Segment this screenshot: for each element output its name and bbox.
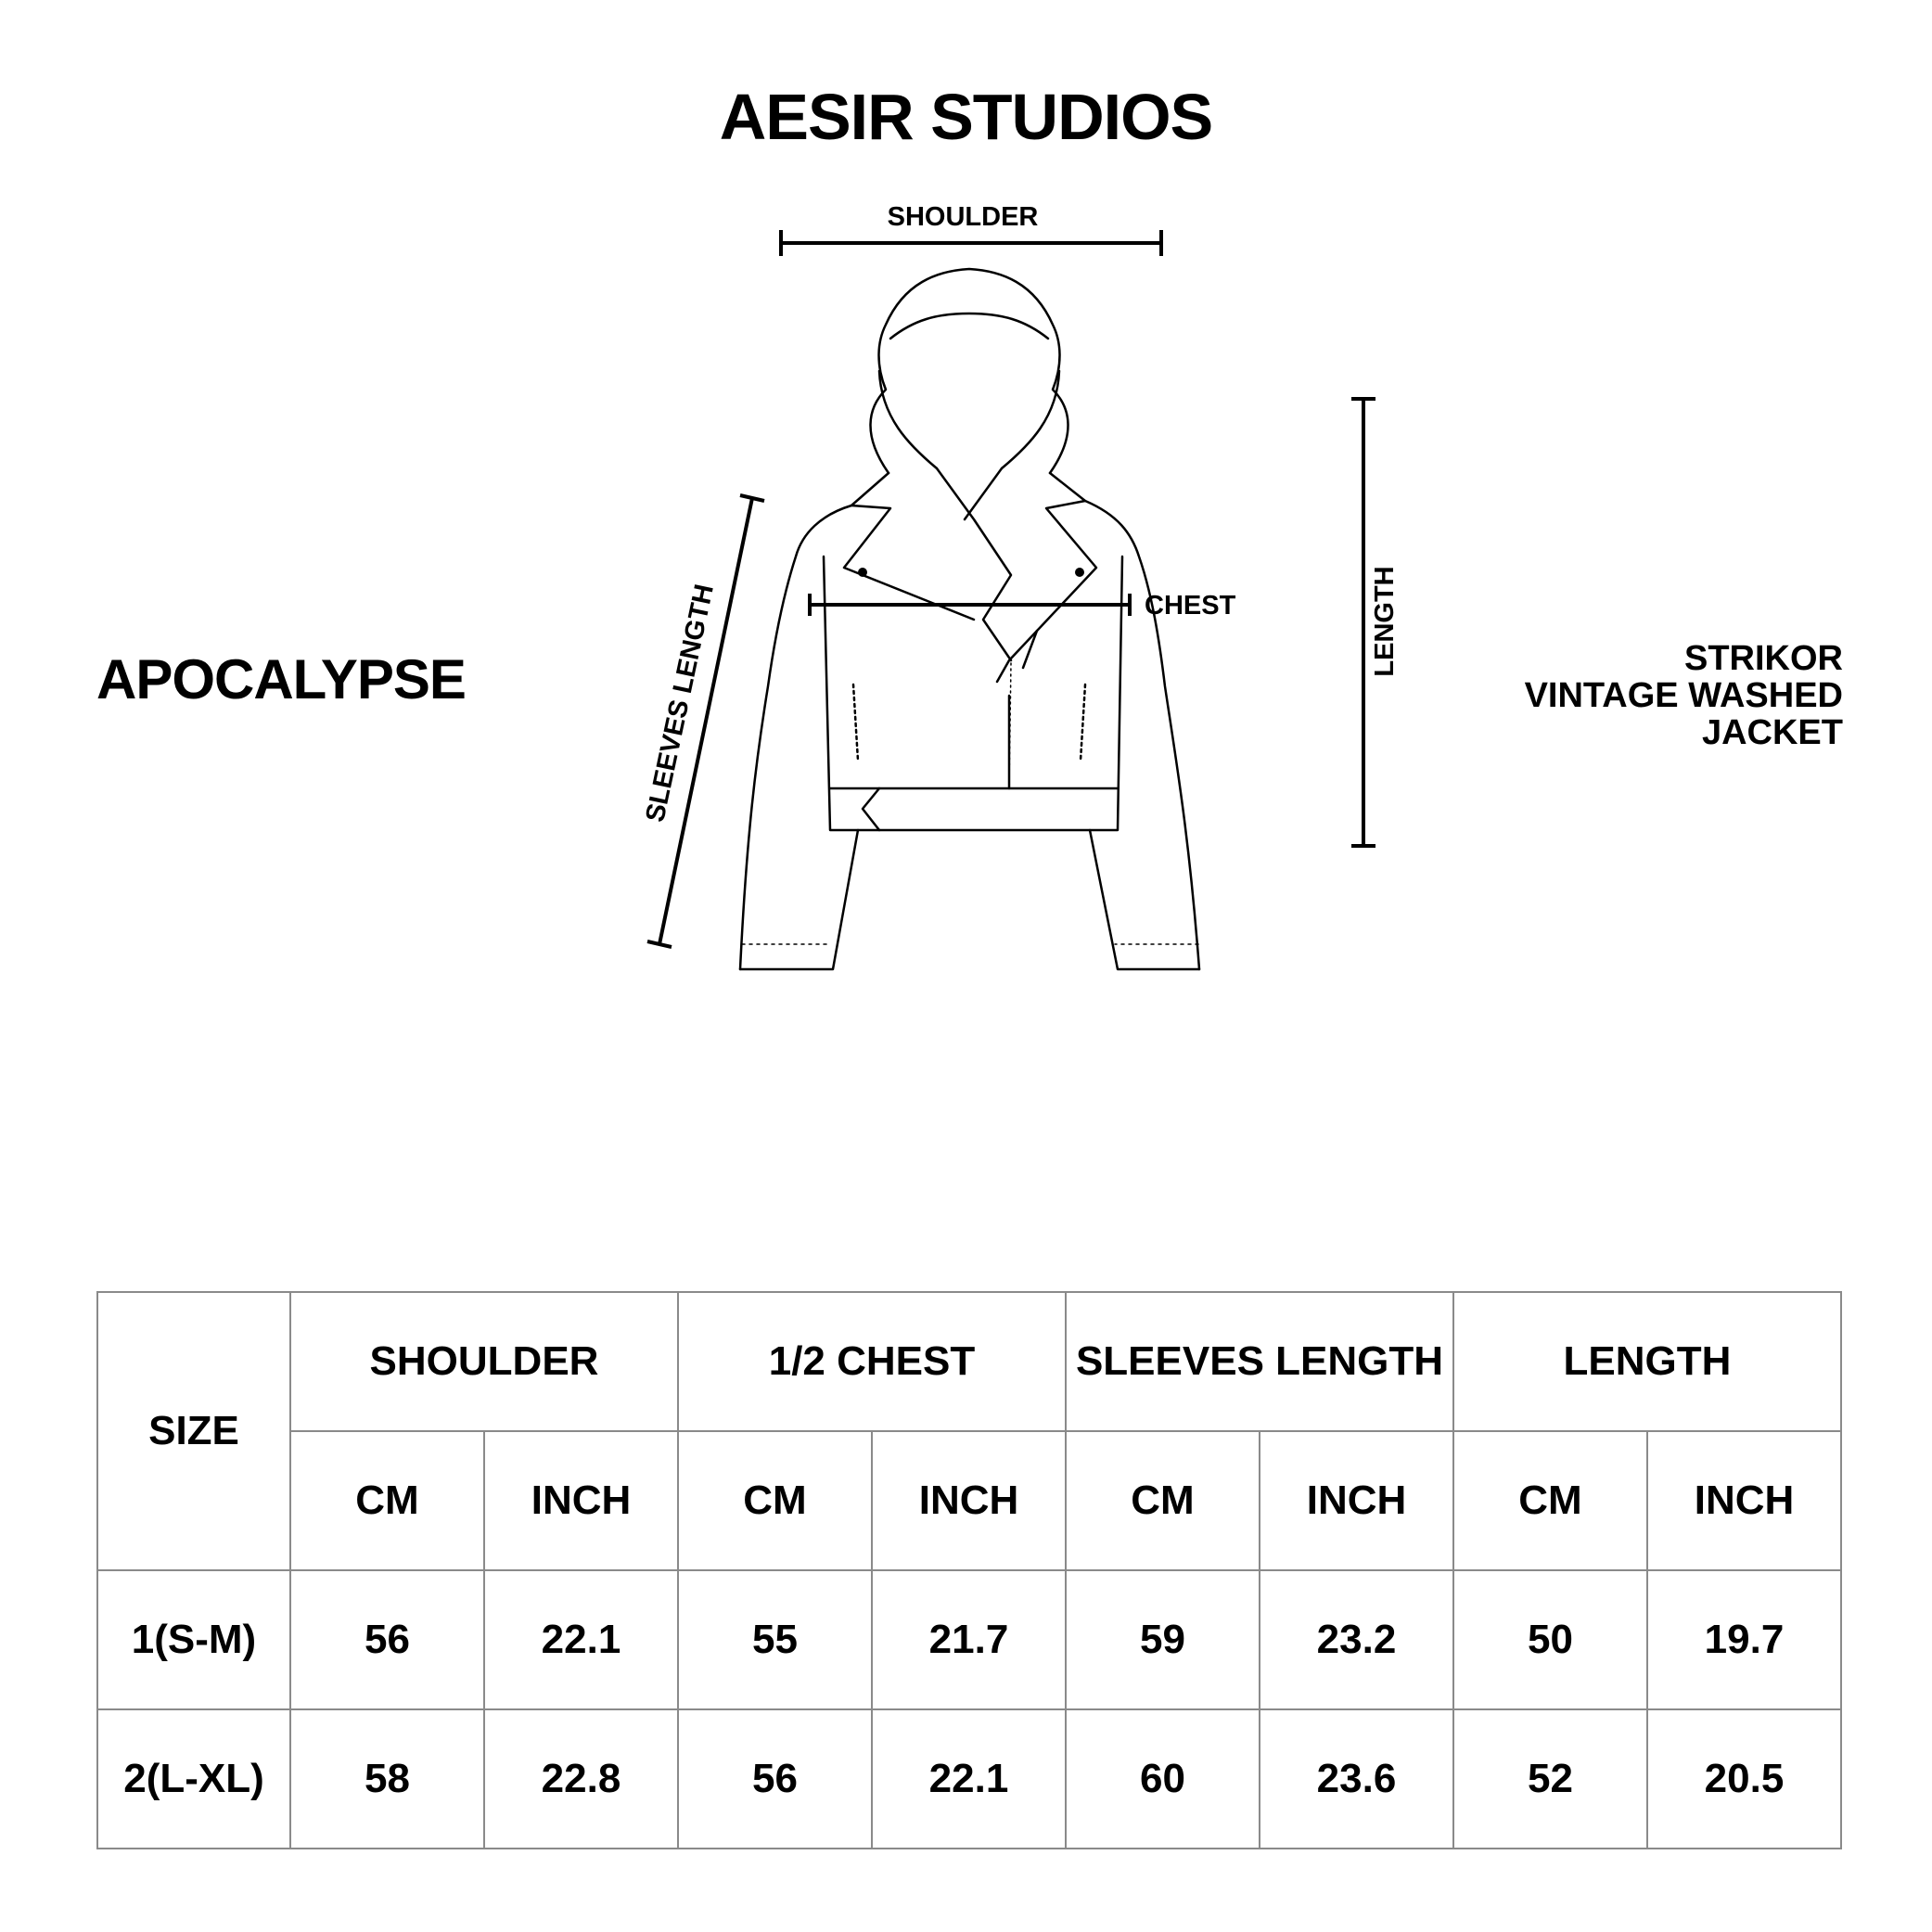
unit-cell: CM xyxy=(1066,1431,1260,1570)
size-cell: 2(L-XL) xyxy=(97,1709,290,1849)
left-cuff xyxy=(740,830,858,969)
chest-dimension xyxy=(810,594,1130,616)
value-cell: 22.1 xyxy=(872,1709,1066,1849)
hood-brim xyxy=(890,313,1048,339)
unit-cell: CM xyxy=(290,1431,484,1570)
right-lapel xyxy=(997,473,1096,682)
left-arm-outer xyxy=(740,505,851,969)
group-sleeves-length: SLEEVES LENGTH xyxy=(1066,1292,1453,1431)
value-cell: 56 xyxy=(290,1570,484,1709)
value-cell: 59 xyxy=(1066,1570,1260,1709)
brand-title: AESIR STUDIOS xyxy=(719,81,1213,153)
value-cell: 55 xyxy=(678,1570,872,1709)
unit-cell: INCH xyxy=(1260,1431,1453,1570)
value-cell: 23.6 xyxy=(1260,1709,1453,1849)
jacket-outline xyxy=(740,269,1199,969)
size-header: SIZE xyxy=(97,1292,290,1570)
unit-cell: INCH xyxy=(484,1431,678,1570)
size-cell: 1(S-M) xyxy=(97,1570,290,1709)
group-shoulder: SHOULDER xyxy=(290,1292,678,1431)
table-unit-row xyxy=(97,1431,1841,1570)
length-label: LENGTH xyxy=(1370,566,1400,677)
right-arm-outer xyxy=(1085,501,1199,969)
right-cuff xyxy=(1090,830,1199,969)
left-lapel xyxy=(844,473,974,620)
shoulder-label: SHOULDER xyxy=(887,202,1039,232)
value-cell: 22.1 xyxy=(484,1570,678,1709)
shoulder-dimension xyxy=(781,230,1161,256)
group-length: LENGTH xyxy=(1453,1292,1841,1431)
collection-name: APOCALYPSE xyxy=(96,648,466,710)
product-line-3: JACKET xyxy=(1701,713,1843,752)
sleeves-length-label: SLEEVES LENGTH xyxy=(640,582,720,825)
value-cell: 19.7 xyxy=(1647,1570,1841,1709)
size-chart-table xyxy=(96,1291,1842,1849)
right-snap xyxy=(1075,568,1084,577)
left-snap xyxy=(858,568,867,577)
value-cell: 58 xyxy=(290,1709,484,1849)
hood-outer xyxy=(870,269,1068,473)
unit-cell: CM xyxy=(678,1431,872,1570)
table-header-row xyxy=(97,1292,1841,1431)
unit-cell: INCH xyxy=(872,1431,1066,1570)
value-cell: 20.5 xyxy=(1647,1709,1841,1849)
table-row xyxy=(97,1709,1841,1849)
value-cell: 22.8 xyxy=(484,1709,678,1849)
value-cell: 52 xyxy=(1453,1709,1647,1849)
chest-label: CHEST xyxy=(1145,591,1236,621)
product-line-2: VINTAGE WASHED xyxy=(1524,676,1843,715)
group-chest: 1/2 CHEST xyxy=(678,1292,1066,1431)
value-cell: 50 xyxy=(1453,1570,1647,1709)
product-line-1: STRIKOR xyxy=(1684,639,1843,678)
value-cell: 21.7 xyxy=(872,1570,1066,1709)
value-cell: 23.2 xyxy=(1260,1570,1453,1709)
unit-cell: CM xyxy=(1453,1431,1647,1570)
unit-cell: INCH xyxy=(1647,1431,1841,1570)
table-row xyxy=(97,1570,1841,1709)
value-cell: 60 xyxy=(1066,1709,1260,1849)
value-cell: 56 xyxy=(678,1709,872,1849)
